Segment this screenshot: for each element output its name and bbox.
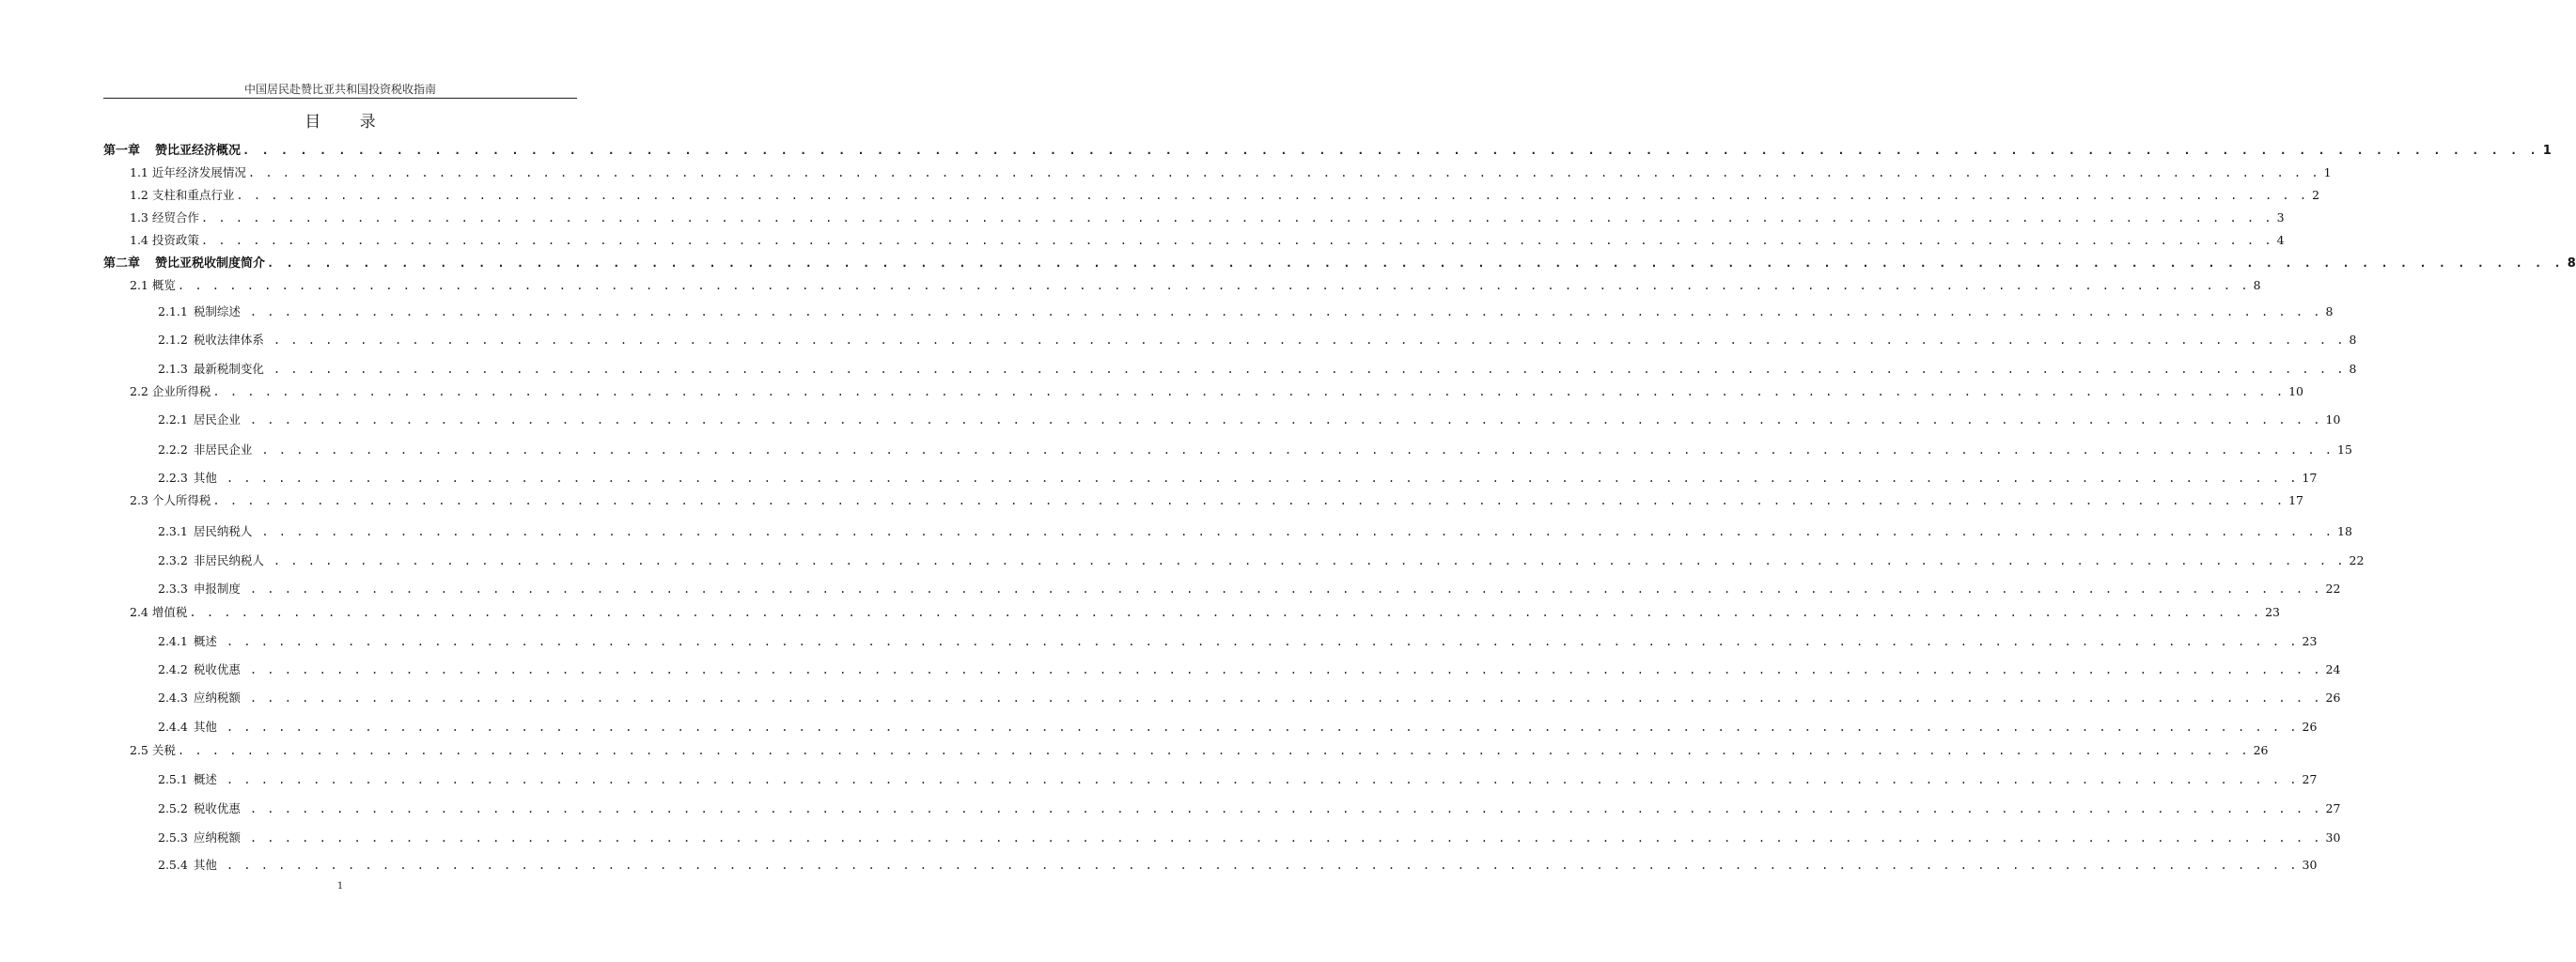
toc-entry-number: 2.5.3 xyxy=(158,830,188,845)
toc-entry-title: 税制综述 xyxy=(193,304,241,318)
toc-entry-page: 8 xyxy=(2349,333,2357,347)
toc-dot-leader: . . . . . . . . . . . . . . . . . . . . . . . . . . . . . . . . . . . . . . . . . . . . . . . . . . . . . . . . . . . . . . . . . . . . . . . . . . . . . . . . . . . . . . . . . . . . . . . . . . . . . . . . . . . . . . . . . . . . . . . . xyxy=(177,744,2250,757)
toc-entry-page: 10 xyxy=(2288,384,2303,398)
toc-entry-number: 2.5.4 xyxy=(158,858,188,872)
toc-section-entry[interactable] xyxy=(130,603,2280,622)
toc-entry-page: 27 xyxy=(2302,772,2318,786)
toc-entry-number: 1.1 xyxy=(130,165,148,179)
toc-entry-number: 2.4.4 xyxy=(158,720,188,734)
toc-subsection-entry[interactable] xyxy=(158,331,2357,349)
toc-entry-page: 17 xyxy=(2288,493,2303,507)
toc-dot-leader: . . . . . . . . . . . . . . . . . . . . . . . . . . . . . . . . . . . . . . . . . . . . . . . . . . . . . . . . . . . . . . . . . . . . . . . . . . . . . . . . . . . . . . . . . . . . . . . . . . . . . . . . . . . . . . . . . . . . . . . . xyxy=(249,413,2322,427)
toc-entry-title: 近年经济发展情况 xyxy=(151,165,246,179)
toc-entry-number: 2.2.2 xyxy=(158,442,188,457)
toc-entry-page: 8 xyxy=(2253,278,2261,292)
toc-entry-title: 企业所得税 xyxy=(151,384,211,398)
toc-entry-title: 经贸合作 xyxy=(151,210,199,225)
toc-entry-number: 2.1.2 xyxy=(158,333,188,347)
toc-entry-number: 2.1.1 xyxy=(158,304,188,318)
toc-dot-leader: . . . . . . . . . . . . . . . . . . . . . . . . . . . . . . . . . . . . . . . . . . . . . . . . . . . . . . . . . . . . . . . . . . . . . . . . . . . . . . . . . . . . . . . . . . . . . . . . . . . . . . . . . . . . . . . . . . . . . . . . xyxy=(273,334,2346,347)
toc-dot-leader: . . . . . . . . . . . . . . . . . . . . . . . . . . . . . . . . . . . . . . . . . . . . . . . . . . . . . . . . . . . . . . . . . . . . . . . . . . . . . . . . . . . . . . . . . . . . . . . . . . . . . . . . . . . . . . . . . . . . . . . . xyxy=(236,189,2309,202)
toc-dot-leader: . . . . . . . . . . . . . . . . . . . . . . . . . . . . . . . . . . . . . . . . . . . . . . . . . . . . . . . . . . . . . . . . . . . . . . . . . . . . . . . . . . . . . . . . . . . . . . . . . . . . . . . . . . . . . . . . . . . . . . . . xyxy=(249,305,2322,318)
toc-entry-page: 4 xyxy=(2276,233,2285,247)
toc-subsection-entry[interactable] xyxy=(158,580,2341,598)
toc-section-entry[interactable] xyxy=(130,491,2303,510)
toc-entry-number: 2.4.1 xyxy=(158,634,188,648)
toc-entry-page: 26 xyxy=(2253,743,2269,757)
toc-entry-title: 申报制度 xyxy=(193,582,241,596)
toc-entry-title: 税收法律体系 xyxy=(193,333,264,347)
toc-subsection-entry[interactable] xyxy=(158,689,2341,707)
toc-subsection-entry[interactable] xyxy=(158,770,2318,789)
toc-entry-number: 1.2 xyxy=(130,188,148,202)
toc-dot-leader: . . . . . . . . . . . . . . . . . . . . . . . . . . . . . . . . . . . . . . . . . . . . . . . . . . . . . . . . . . . . . . . . . . . . . . . . . . . . . . . . . . . . . . . . . . . . . . . . . . . . . . . . . . . . . . . . . . . . . . . . xyxy=(226,635,2299,648)
toc-entry-page: 15 xyxy=(2337,442,2352,457)
toc-entry-page: 23 xyxy=(2302,634,2318,648)
toc-entry-number: 2.2.3 xyxy=(158,471,188,485)
toc-entry-title: 支柱和重点行业 xyxy=(151,188,235,202)
toc-subsection-entry[interactable] xyxy=(158,632,2318,651)
toc-entry-page: 22 xyxy=(2325,582,2341,596)
toc-section-entry[interactable] xyxy=(130,209,2285,227)
toc-entry-number: 第一章 xyxy=(103,144,141,158)
toc-entry-page: 1 xyxy=(2323,165,2332,179)
toc-entry-page: 2 xyxy=(2312,188,2320,202)
toc-entry-number: 第二章 xyxy=(103,256,141,271)
toc-entry-title: 概述 xyxy=(193,634,217,648)
toc-subsection-entry[interactable] xyxy=(158,718,2318,737)
toc-entry-page: 24 xyxy=(2325,662,2341,676)
toc-dot-leader: . . . . . . . . . . . . . . . . . . . . . . . . . . . . . . . . . . . . . . . . . . . . . . . . . . . . . . . . . . . . . . . . . . . . . . . . . . . . . . . . . . . . . . . . . . . . . . . . . . . . . . . . . . . . . . . . . . . . . . . . xyxy=(200,234,2273,247)
toc-entry-page: 26 xyxy=(2302,720,2318,734)
toc-entry-number: 1.3 xyxy=(130,210,148,225)
toc-entry-number: 2.3 xyxy=(130,493,148,507)
toc-dot-leader: . . . . . . . . . . . . . . . . . . . . . . . . . . . . . . . . . . . . . . . . . . . . . . . . . . . . . . . . . . . . . . . . . . . . . . . . . . . . . . . . . . . . . . . . . . . . . . . . . . . . . . . . . . . . . . . . . . . . . . . . xyxy=(249,831,2322,845)
toc-entry-number: 2.3.3 xyxy=(158,582,188,596)
toc-entry-number: 2.3.1 xyxy=(158,524,188,538)
toc-entry-title: 其他 xyxy=(193,720,217,734)
toc-dot-leader: . . . . . . . . . . . . . . . . . . . . . . . . . . . . . . . . . . . . . . . . . . . . . . . . . . . . . . . . . . . . . . . . . . . . . . . . . . . . . . . . . . . . . . . . . . . . . . . . . . . . . . . . . . . . . . . . . . . . . . . . xyxy=(226,472,2299,485)
toc-dot-leader: . . . . . . . . . . . . . . . . . . . . . . . . . . . . . . . . . . . . . . . . . . . . . . . . . . . . . . . . . . . . . . . . . . . . . . . . . . . . . . . . . . . . . . . . . . . . . . . . . . . . . . . . . . . . . . . . . . . . . . . . xyxy=(249,802,2322,815)
toc-entry-page: 1 xyxy=(2542,144,2552,158)
toc-entry-number: 2.1 xyxy=(130,278,148,292)
toc-entry-page: 30 xyxy=(2302,858,2318,872)
toc-section-entry[interactable] xyxy=(130,163,2332,182)
toc-entry-page: 3 xyxy=(2276,210,2285,225)
toc-entry-page: 18 xyxy=(2337,524,2352,538)
toc-entry-number: 2.1.3 xyxy=(158,362,188,376)
toc-entry-title: 最新税制变化 xyxy=(193,362,264,376)
toc-dot-leader: . . . . . . . . . . . . . . . . . . . . . . . . . . . . . . . . . . . . . . . . . . . . . . . . . . . . . . . . . . . . . . . . . . . . . . . . . . . . . . . . . . . . . . . . . . . . . . . . . . . . . . . . . . . . . . . . . . . . . . . . xyxy=(267,256,2564,270)
toc-chapter-entry[interactable] xyxy=(103,141,2552,160)
toc-subsection-entry[interactable] xyxy=(158,303,2334,321)
toc-entry-title: 个人所得税 xyxy=(151,493,211,507)
toc-entry-title: 非居民企业 xyxy=(193,442,253,457)
toc-entry-number: 2.4 xyxy=(130,605,148,619)
toc-dot-leader: . . . . . . . . . . . . . . . . . . . . . . . . . . . . . . . . . . . . . . . . . . . . . . . . . . . . . . . . . . . . . . . . . . . . . . . . . . . . . . . . . . . . . . . . . . . . . . . . . . . . . . . . . . . . . . . . . . . . . . . . xyxy=(226,773,2299,786)
toc-entry-page: 30 xyxy=(2325,830,2341,845)
toc-entry-number: 2.3.2 xyxy=(158,553,188,567)
toc-dot-leader: . . . . . . . . . . . . . . . . . . . . . . . . . . . . . . . . . . . . . . . . . . . . . . . . . . . . . . . . . . . . . . . . . . . . . . . . . . . . . . . . . . . . . . . . . . . . . . . . . . . . . . . . . . . . . . . . . . . . . . . . xyxy=(261,525,2334,538)
toc-entry-number: 2.2 xyxy=(130,384,148,398)
toc-subsection-entry[interactable] xyxy=(158,551,2365,570)
toc-dot-leader: . . . . . . . . . . . . . . . . . . . . . . . . . . . . . . . . . . . . . . . . . . . . . . . . . . . . . . . . . . . . . . . . . . . . . . . . . . . . . . . . . . . . . . . . . . . . . . . . . . . . . . . . . . . . . . . . . . . . . . . . xyxy=(226,859,2299,872)
toc-entry-page: 17 xyxy=(2302,471,2318,485)
toc-title: 目 录 xyxy=(304,113,393,132)
toc-entry-title: 应纳税额 xyxy=(193,690,241,705)
toc-entry-page: 10 xyxy=(2325,412,2341,427)
toc-chapter-entry[interactable] xyxy=(103,254,2576,272)
toc-entry-number: 2.5.2 xyxy=(158,801,188,815)
toc-entry-page: 22 xyxy=(2349,553,2365,567)
toc-subsection-entry[interactable] xyxy=(158,360,2357,379)
toc-dot-leader: . . . . . . . . . . . . . . . . . . . . . . . . . . . . . . . . . . . . . . . . . . . . . . . . . . . . . . . . . . . . . . . . . . . . . . . . . . . . . . . . . . . . . . . . . . . . . . . . . . . . . . . . . . . . . . . . . . . . . . . . xyxy=(242,144,2539,157)
toc-entry-number: 2.4.2 xyxy=(158,662,188,676)
toc-entry-title: 其他 xyxy=(193,471,217,485)
toc-entry-page: 8 xyxy=(2349,362,2357,376)
toc-section-entry[interactable] xyxy=(130,276,2261,295)
toc-entry-page: 23 xyxy=(2265,605,2280,619)
toc-entry-title: 非居民纳税人 xyxy=(193,553,264,567)
toc-subsection-entry[interactable] xyxy=(158,829,2341,847)
toc-entry-page: 26 xyxy=(2325,690,2341,705)
toc-entry-page: 27 xyxy=(2325,801,2341,815)
toc-entry-number: 2.5 xyxy=(130,743,148,757)
toc-dot-leader: . . . . . . . . . . . . . . . . . . . . . . . . . . . . . . . . . . . . . . . . . . . . . . . . . . . . . . . . . . . . . . . . . . . . . . . . . . . . . . . . . . . . . . . . . . . . . . . . . . . . . . . . . . . . . . . . . . . . . . . . xyxy=(249,691,2322,705)
toc-entry-title: 概览 xyxy=(151,278,176,292)
toc-dot-leader: . . . . . . . . . . . . . . . . . . . . . . . . . . . . . . . . . . . . . . . . . . . . . . . . . . . . . . . . . . . . . . . . . . . . . . . . . . . . . . . . . . . . . . . . . . . . . . . . . . . . . . . . . . . . . . . . . . . . . . . . xyxy=(212,494,2286,507)
toc-entry-title: 赞比亚税收制度简介 xyxy=(155,256,266,271)
toc-subsection-entry[interactable] xyxy=(158,856,2318,875)
running-header: 中国居民赴赞比亚共和国投资税收指南 xyxy=(243,83,436,96)
toc-dot-leader: . . . . . . . . . . . . . . . . . . . . . . . . . . . . . . . . . . . . . . . . . . . . . . . . . . . . . . . . . . . . . . . . . . . . . . . . . . . . . . . . . . . . . . . . . . . . . . . . . . . . . . . . . . . . . . . . . . . . . . . . xyxy=(177,279,2250,292)
toc-entry-number: 2.2.1 xyxy=(158,412,188,427)
toc-section-entry[interactable] xyxy=(130,231,2285,250)
toc-entry-title: 投资政策 xyxy=(151,233,199,247)
toc-subsection-entry[interactable] xyxy=(158,522,2352,541)
toc-dot-leader: . . . . . . . . . . . . . . . . . . . . . . . . . . . . . . . . . . . . . . . . . . . . . . . . . . . . . . . . . . . . . . . . . . . . . . . . . . . . . . . . . . . . . . . . . . . . . . . . . . . . . . . . . . . . . . . . . . . . . . . . xyxy=(247,166,2320,179)
toc-entry-title: 赞比亚经济概况 xyxy=(155,144,242,158)
toc-dot-leader: . . . . . . . . . . . . . . . . . . . . . . . . . . . . . . . . . . . . . . . . . . . . . . . . . . . . . . . . . . . . . . . . . . . . . . . . . . . . . . . . . . . . . . . . . . . . . . . . . . . . . . . . . . . . . . . . . . . . . . . . xyxy=(226,721,2299,734)
toc-subsection-entry[interactable] xyxy=(158,411,2341,429)
toc-subsection-entry[interactable] xyxy=(158,660,2341,679)
toc-dot-leader: . . . . . . . . . . . . . . . . . . . . . . . . . . . . . . . . . . . . . . . . . . . . . . . . . . . . . . . . . . . . . . . . . . . . . . . . . . . . . . . . . . . . . . . . . . . . . . . . . . . . . . . . . . . . . . . . . . . . . . . . xyxy=(212,385,2286,398)
toc-entry-page: 8 xyxy=(2567,256,2576,271)
toc-entry-number: 2.5.1 xyxy=(158,772,188,786)
toc-entry-number: 1.4 xyxy=(130,233,148,247)
toc-entry-title: 税收优惠 xyxy=(193,801,241,815)
toc-entry-title: 税收优惠 xyxy=(193,662,241,676)
toc-dot-leader: . . . . . . . . . . . . . . . . . . . . . . . . . . . . . . . . . . . . . . . . . . . . . . . . . . . . . . . . . . . . . . . . . . . . . . . . . . . . . . . . . . . . . . . . . . . . . . . . . . . . . . . . . . . . . . . . . . . . . . . . xyxy=(273,554,2346,567)
toc-entry-title: 应纳税额 xyxy=(193,830,241,845)
toc-subsection-entry[interactable] xyxy=(158,799,2341,818)
toc-section-entry[interactable] xyxy=(130,186,2320,205)
toc-subsection-entry[interactable] xyxy=(158,469,2318,488)
toc-dot-leader: . . . . . . . . . . . . . . . . . . . . . . . . . . . . . . . . . . . . . . . . . . . . . . . . . . . . . . . . . . . . . . . . . . . . . . . . . . . . . . . . . . . . . . . . . . . . . . . . . . . . . . . . . . . . . . . . . . . . . . . . xyxy=(249,582,2322,596)
toc-entry-number: 2.4.3 xyxy=(158,690,188,705)
toc-dot-leader: . . . . . . . . . . . . . . . . . . . . . . . . . . . . . . . . . . . . . . . . . . . . . . . . . . . . . . . . . . . . . . . . . . . . . . . . . . . . . . . . . . . . . . . . . . . . . . . . . . . . . . . . . . . . . . . . . . . . . . . . xyxy=(273,363,2346,376)
toc-entry-title: 其他 xyxy=(193,858,217,872)
toc-section-entry[interactable] xyxy=(130,382,2303,401)
toc-entry-title: 居民企业 xyxy=(193,412,241,427)
toc-entry-title: 概述 xyxy=(193,772,217,786)
toc-dot-leader: . . . . . . . . . . . . . . . . . . . . . . . . . . . . . . . . . . . . . . . . . . . . . . . . . . . . . . . . . . . . . . . . . . . . . . . . . . . . . . . . . . . . . . . . . . . . . . . . . . . . . . . . . . . . . . . . . . . . . . . . xyxy=(261,443,2334,457)
page-number: 1 xyxy=(336,881,344,892)
toc-entry-title: 增值税 xyxy=(151,605,188,619)
toc-dot-leader: . . . . . . . . . . . . . . . . . . . . . . . . . . . . . . . . . . . . . . . . . . . . . . . . . . . . . . . . . . . . . . . . . . . . . . . . . . . . . . . . . . . . . . . . . . . . . . . . . . . . . . . . . . . . . . . . . . . . . . . . xyxy=(200,211,2273,225)
toc-entry-title: 居民纳税人 xyxy=(193,524,253,538)
toc-subsection-entry[interactable] xyxy=(158,441,2352,459)
toc-entry-title: 关税 xyxy=(151,743,176,757)
toc-dot-leader: . . . . . . . . . . . . . . . . . . . . . . . . . . . . . . . . . . . . . . . . . . . . . . . . . . . . . . . . . . . . . . . . . . . . . . . . . . . . . . . . . . . . . . . . . . . . . . . . . . . . . . . . . . . . . . . . . . . . . . . . xyxy=(249,663,2322,676)
toc-section-entry[interactable] xyxy=(130,741,2269,760)
toc-entry-page: 8 xyxy=(2325,304,2334,318)
toc-dot-leader: . . . . . . . . . . . . . . . . . . . . . . . . . . . . . . . . . . . . . . . . . . . . . . . . . . . . . . . . . . . . . . . . . . . . . . . . . . . . . . . . . . . . . . . . . . . . . . . . . . . . . . . . . . . . . . . . . . . . . . . . xyxy=(189,606,2262,619)
